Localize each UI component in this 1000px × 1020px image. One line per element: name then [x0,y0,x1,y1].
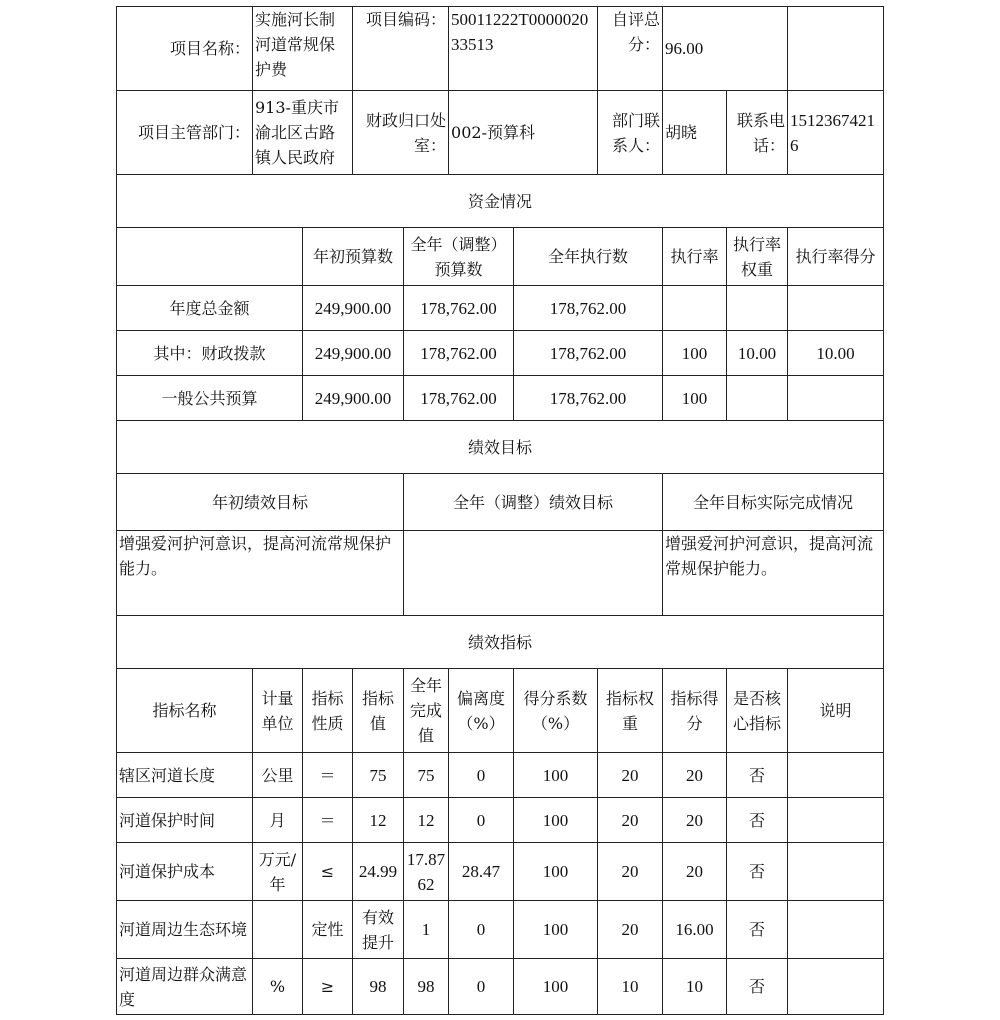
ind-row-weight: 10 [598,959,663,1015]
ind-row-score: 10 [663,959,727,1015]
ind-row-deviation: 0 [449,959,514,1015]
ind-row-core: 否 [727,843,788,901]
ind-row-nature: ≥ [303,959,353,1015]
ind-row-deviation: 0 [449,901,514,959]
ind-row-weight: 20 [598,798,663,843]
project-name-label: 项目名称： [117,7,253,91]
goals-header-actual: 全年目标实际完成情况 [663,474,884,531]
ind-row-name: 河道周边群众满意度 [117,959,253,1015]
goal-actual-text: 增强爱河护河意识，提高河流常规保护能力。 [663,531,884,616]
funds-header-score: 执行率得分 [788,228,884,286]
score-label: 自评总分： [598,7,663,91]
ind-header-core: 是否核心指标 [727,669,788,753]
funds-row-weight: 10.00 [727,331,788,376]
funds-row-rate: 100 [663,376,727,421]
funds-header-executed: 全年执行数 [514,228,663,286]
ind-row-completed: 12 [404,798,449,843]
finance-value: 002-预算科 [449,91,598,175]
funds-row-adjusted: 178,762.00 [404,376,514,421]
ind-row-deviation: 0 [449,753,514,798]
ind-header-note: 说明 [788,669,884,753]
funds-row-initial: 249,900.00 [303,376,404,421]
ind-row-coefficient: 100 [514,901,598,959]
goals-section-title: 绩效目标 [117,421,884,474]
funds-row-score [788,286,884,331]
ind-row-unit: % [253,959,303,1015]
ind-row-target: 24.99 [353,843,404,901]
funds-header-rate: 执行率 [663,228,727,286]
funds-header-initial: 年初预算数 [303,228,404,286]
ind-row-completed: 98 [404,959,449,1015]
project-code-label: 项目编码： [353,7,449,91]
ind-row-core: 否 [727,901,788,959]
funds-row-adjusted: 178,762.00 [404,331,514,376]
score-blank-cell [788,7,884,91]
ind-row-coefficient: 100 [514,798,598,843]
ind-header-nature: 指标性质 [303,669,353,753]
dept-label: 项目主管部门： [117,91,253,175]
goals-header-initial: 年初绩效目标 [117,474,404,531]
phone-label: 联系电话： [727,91,788,175]
ind-header-deviation: 偏离度（%） [449,669,514,753]
ind-row-coefficient: 100 [514,753,598,798]
ind-row-core: 否 [727,959,788,1015]
ind-header-score: 指标得分 [663,669,727,753]
ind-row-completed: 75 [404,753,449,798]
ind-row-nature: 定性 [303,901,353,959]
ind-row-score: 16.00 [663,901,727,959]
ind-row-name: 辖区河道长度 [117,753,253,798]
contact-label: 部门联系人： [598,91,663,175]
goal-adjusted-text [404,531,663,616]
finance-label: 财政归口处室： [353,91,449,175]
funds-row-rate: 100 [663,331,727,376]
ind-row-target: 75 [353,753,404,798]
funds-row-label: 其中：财政拨款 [117,331,303,376]
ind-row-note [788,753,884,798]
project-code-value: 50011222T000002033513 [449,7,598,91]
goals-header-adjusted: 全年（调整）绩效目标 [404,474,663,531]
ind-row-weight: 20 [598,753,663,798]
ind-header-name: 指标名称 [117,669,253,753]
ind-row-weight: 20 [598,843,663,901]
funds-row-adjusted: 178,762.00 [404,286,514,331]
ind-row-target: 12 [353,798,404,843]
funds-row-executed: 178,762.00 [514,331,663,376]
funds-row-weight [727,376,788,421]
ind-row-target: 98 [353,959,404,1015]
project-name-value: 实施河长制河道常规保护费 [253,7,353,91]
ind-header-coefficient: 得分系数（%） [514,669,598,753]
ind-row-target: 有效提升 [353,901,404,959]
ind-row-score: 20 [663,753,727,798]
ind-row-core: 否 [727,753,788,798]
contact-value: 胡晓 [663,91,727,175]
ind-row-completed: 1 [404,901,449,959]
ind-row-score: 20 [663,843,727,901]
funds-row-label: 一般公共预算 [117,376,303,421]
ind-row-unit: 万元/年 [253,843,303,901]
ind-row-note [788,798,884,843]
ind-row-nature: ≤ [303,843,353,901]
ind-row-nature: ＝ [303,753,353,798]
funds-row-score [788,376,884,421]
funds-row-weight [727,286,788,331]
ind-row-unit: 公里 [253,753,303,798]
ind-row-nature: ＝ [303,798,353,843]
ind-row-coefficient: 100 [514,959,598,1015]
ind-row-unit: 月 [253,798,303,843]
funds-row-initial: 249,900.00 [303,331,404,376]
funds-row-rate [663,286,727,331]
score-value: 96.00 [663,7,788,91]
ind-row-name: 河道周边生态环境 [117,901,253,959]
ind-row-score: 20 [663,798,727,843]
ind-row-weight: 20 [598,901,663,959]
funds-section-title: 资金情况 [117,175,884,228]
ind-row-unit [253,901,303,959]
ind-header-unit: 计量单位 [253,669,303,753]
indicators-section-title: 绩效指标 [117,616,884,669]
funds-row-executed: 178,762.00 [514,286,663,331]
ind-header-completed: 全年完成值 [404,669,449,753]
funds-header-adjusted: 全年（调整）预算数 [404,228,514,286]
goal-initial-text: 增强爱河护河意识，提高河流常规保护能力。 [117,531,404,616]
ind-row-name: 河道保护时间 [117,798,253,843]
ind-row-note [788,901,884,959]
ind-header-weight: 指标权重 [598,669,663,753]
ind-row-name: 河道保护成本 [117,843,253,901]
ind-row-core: 否 [727,798,788,843]
funds-row-label: 年度总金额 [117,286,303,331]
phone-value: 15123674216 [788,91,884,175]
funds-header-blank [117,228,303,286]
performance-evaluation-table [116,6,884,1015]
dept-value: 913-重庆市渝北区古路镇人民政府 [253,91,353,175]
funds-row-executed: 178,762.00 [514,376,663,421]
funds-row-initial: 249,900.00 [303,286,404,331]
ind-row-note [788,959,884,1015]
ind-row-deviation: 0 [449,798,514,843]
ind-row-coefficient: 100 [514,843,598,901]
ind-row-deviation: 28.47 [449,843,514,901]
ind-row-completed: 17.8762 [404,843,449,901]
funds-row-score: 10.00 [788,331,884,376]
ind-header-target: 指标值 [353,669,404,753]
funds-header-weight: 执行率权重 [727,228,788,286]
ind-row-note [788,843,884,901]
